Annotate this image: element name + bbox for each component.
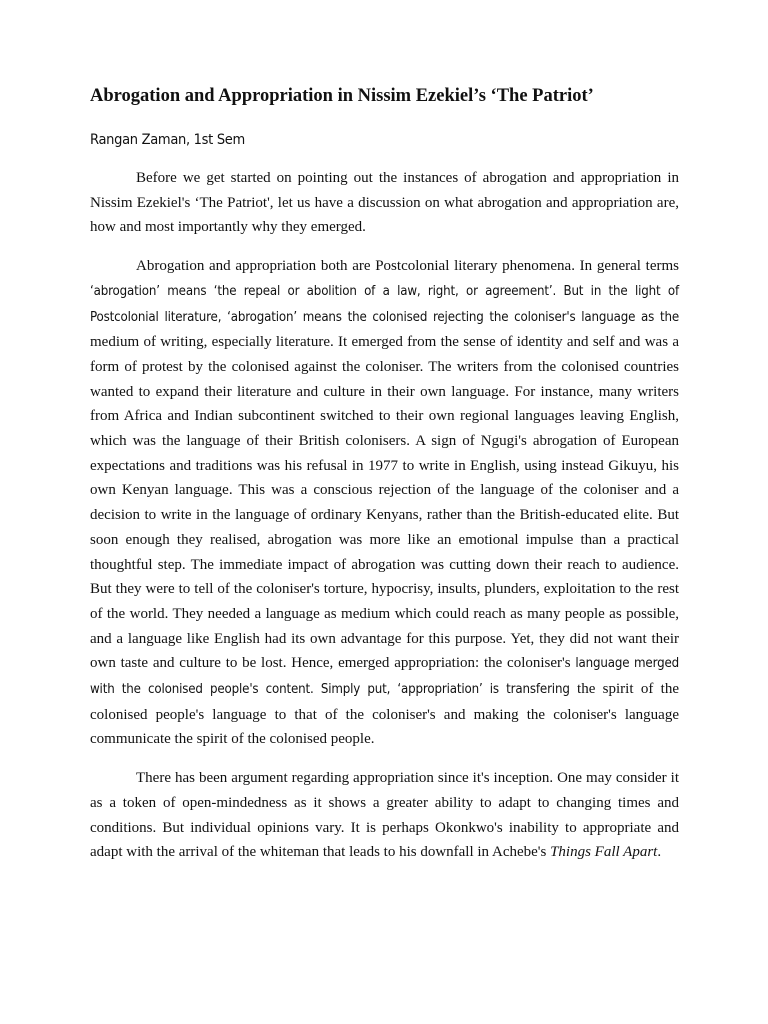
paragraph-2-text-c: medium of writing, especially literature. It emerged from the sense of identity and self and was a form of protest by the colonised against the coloniser. The writers from the colonised countries wanted to expand their literature and culture in their own language. For instance, many writers from Africa and Indian subcontinent switched to their own regional languages leaving English, which was the language of their British colonisers. A sign of Ngugi's abrogation of European expectations and traditions was his refusal in 1977 to write in English, using instead Gikuyu, his own Kenyan language. This was a conscious rejection of the language of the coloniser and a decision to write in the language of ordinary Kenyans, rather than the British-educated elite. But soon enough they realised, abrogation was more like an emotional impulse than a practical thoughtful step. The immediate impact of abrogation was cutting down their reach to audience. But they were to tell of the coloniser's torture, hypocrisy, insults, plunders, exploitation to the rest of the world. They needed a language as medium which could reach as many people as possible, and a language like English had its own advantage for this purpose. Yet, they did not want their own taste and culture to be lost. Hence, emerged appropriation: the coloniser's bbox=[90, 334, 679, 672]
paragraph-2-text-a: Abrogation and appropriation both are Postcolonial literary phenomena. In general terms bbox=[136, 258, 679, 275]
book-title-italic: Things Fall Apart bbox=[550, 844, 658, 861]
paragraph-2-text-d: language merged with the colonised people's content. Simply put, ‘appropriation’ is transfering bbox=[90, 656, 680, 698]
paragraph-2 bbox=[90, 254, 679, 752]
paragraph-3 bbox=[90, 766, 679, 865]
author-line: Rangan Zaman, 1st Sem bbox=[90, 132, 245, 148]
paragraph-1-text: Before we get started on pointing out the instances of abrogation and appropriation in Nissim Ezekiel's ‘The Patriot', let us have a discussion on what abrogation and appropriation are, how and most importantly why they emerged. bbox=[90, 170, 679, 236]
paragraph-1 bbox=[90, 166, 679, 240]
paragraph-2-text-b: ‘abrogation’ means ‘the repeal or abolition of a law, right, or agreement’. But in the light of Postcolonial literature, ‘abrogation’ means the colonised rejecting the coloniser's language as the bbox=[90, 283, 679, 325]
paragraph-3-text-a: There has been argument regarding appropriation since it's inception. One may consider it as a token of open-mindedness as it shows a greater ability to adapt to changing times and conditions. But individual opinions vary. It is perhaps Okonkwo's inability to appropriate and adapt with the arrival of the whiteman that leads to his downfall in Achebe's bbox=[90, 770, 679, 861]
paragraph-2-text-e: the spirit of the colonised people's language to that of the coloniser's and making the coloniser's language communicate the spirit of the colonised people. bbox=[90, 681, 679, 748]
document-title: Abrogation and Appropriation in Nissim Ezekiel’s ‘The Patriot’ bbox=[90, 86, 594, 106]
document-page bbox=[90, 84, 679, 865]
paragraph-3-text-b: . bbox=[657, 844, 662, 861]
